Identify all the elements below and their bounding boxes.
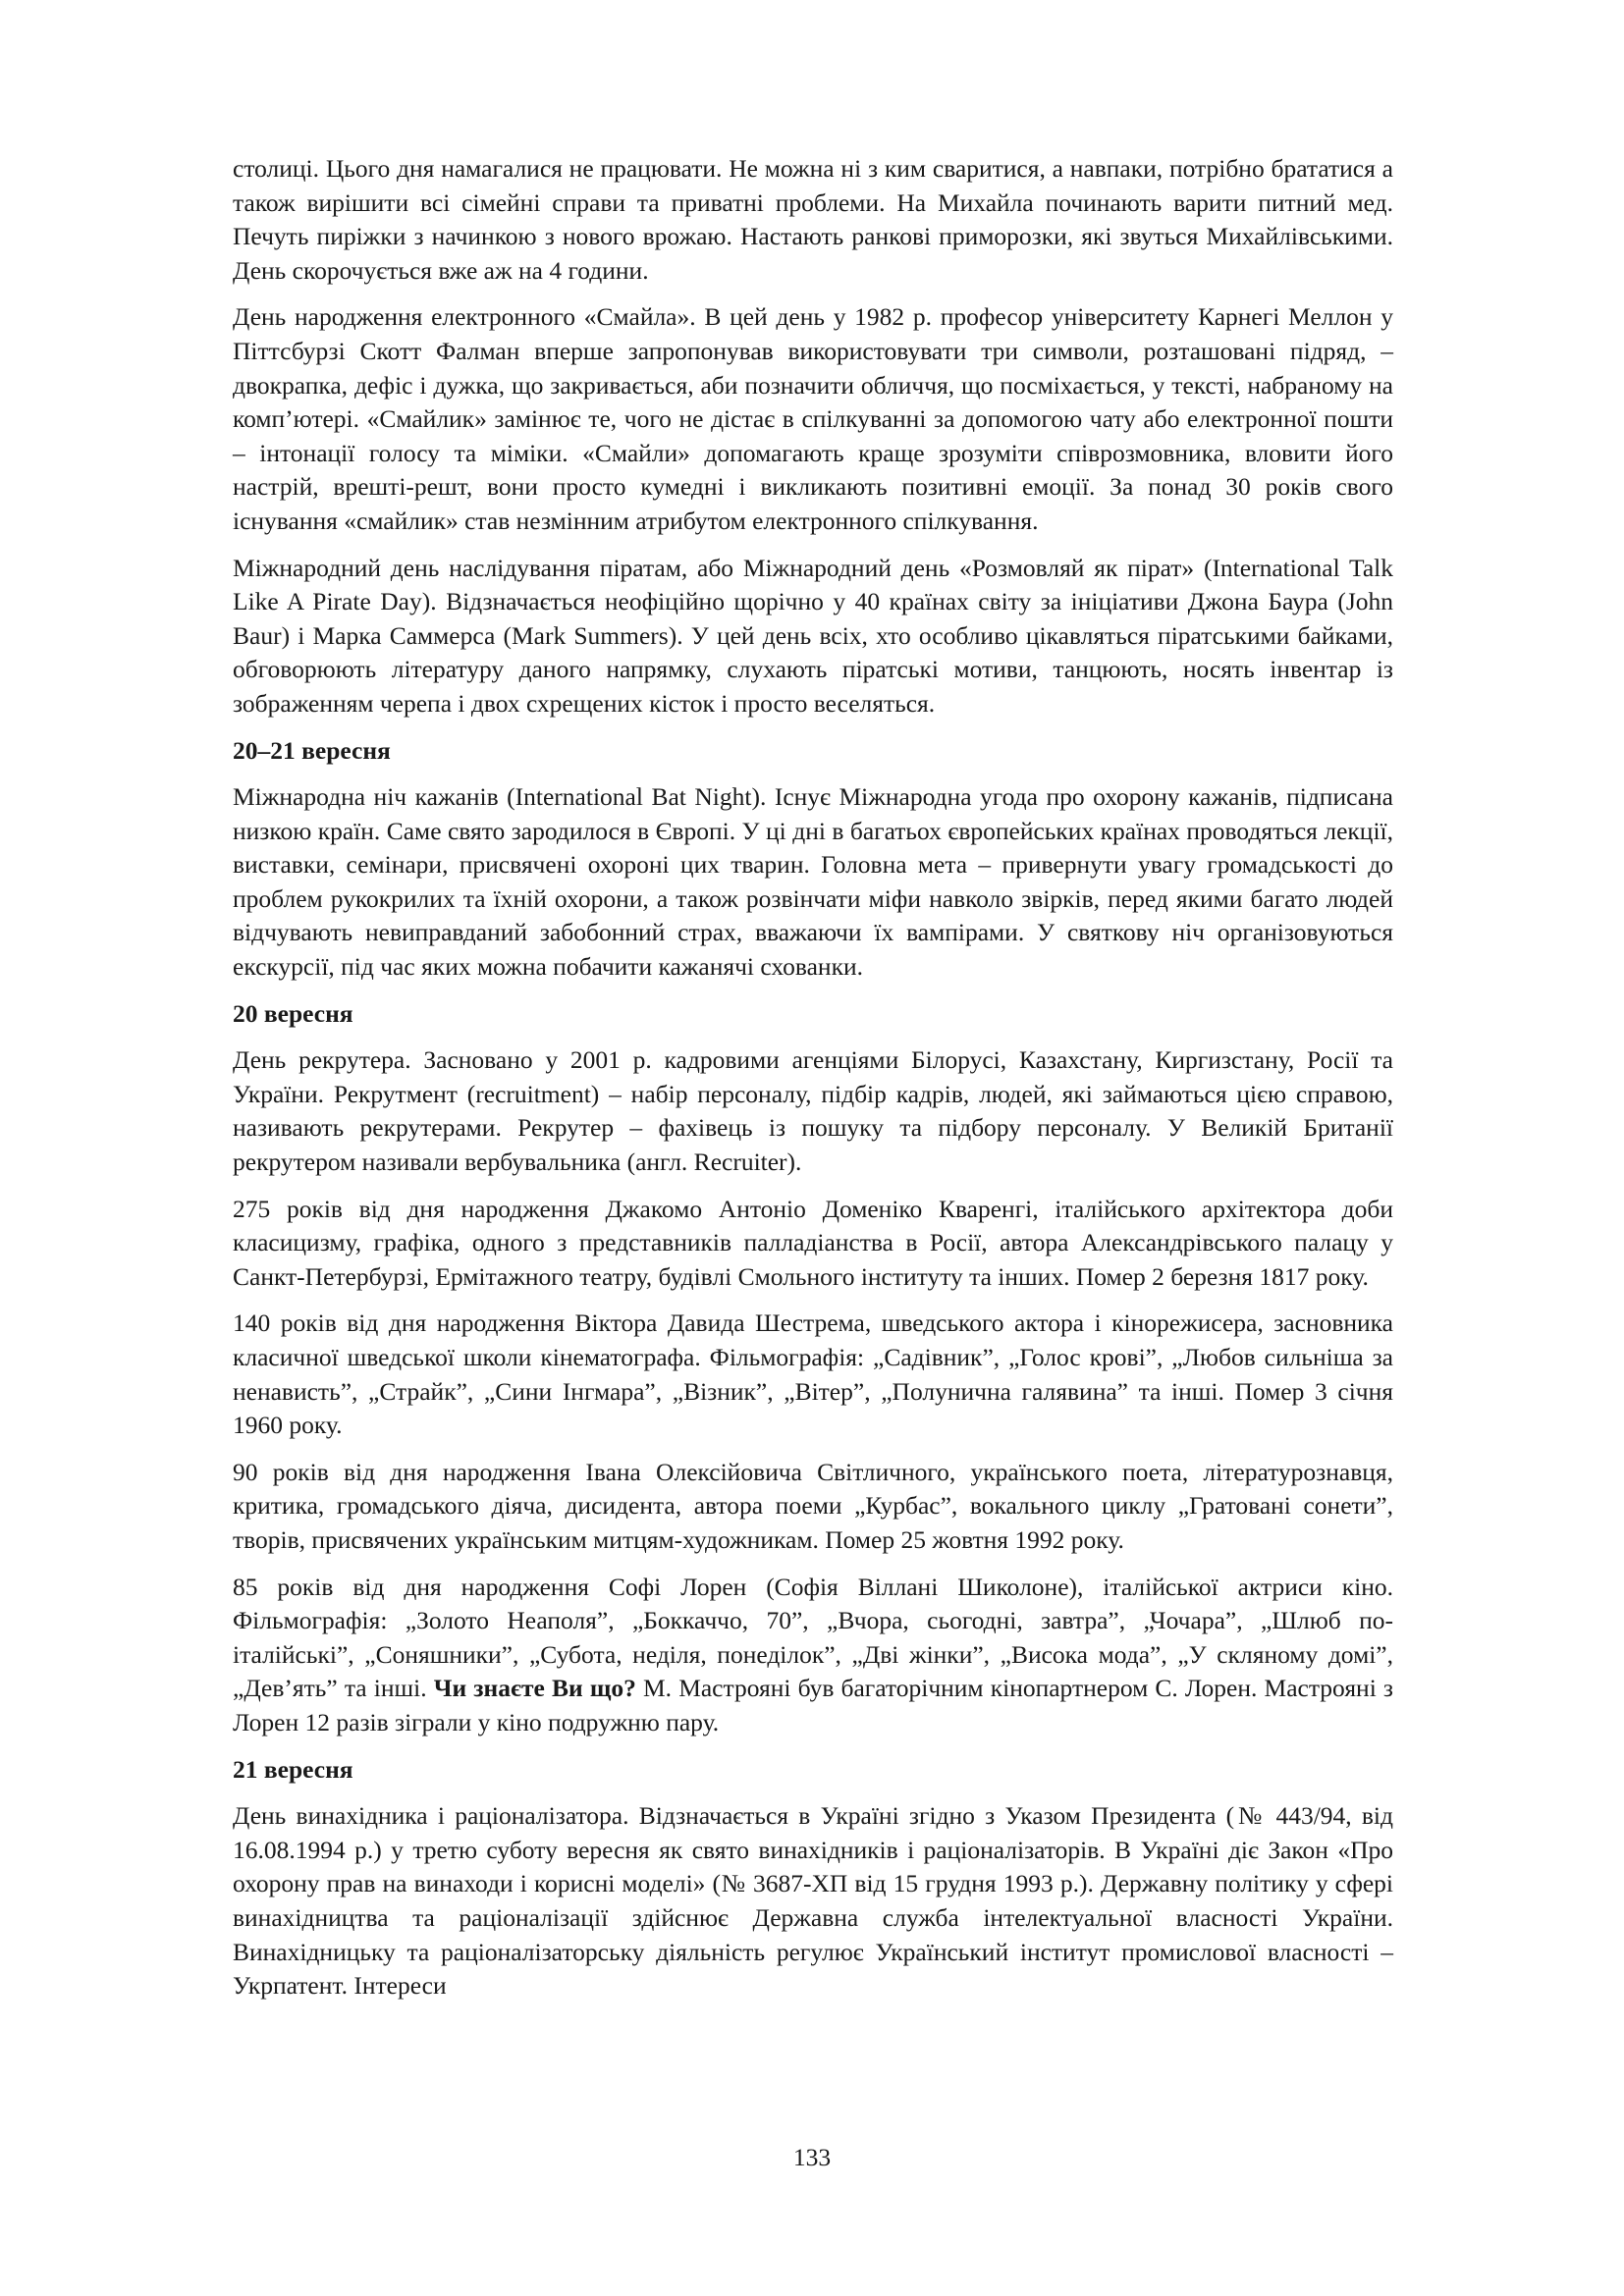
date-heading-20-september: 20 вересня [233,998,353,1028]
page-number: 133 [792,2143,832,2171]
paragraph-inventor-day: День винахідника і раціоналізатора. Відзначається в Україні згідно з Указом Президента (№ 443/94, від 16.08.1994 р.) у третю суботу вересня як свято винахідників і раціоналізаторів. В Україні діє Закон «Про охорону прав на винаходи і корисні моделі» (№ 3687-ХП від 15 грудня 1993 р.). Державну політику у сфері винахідництва та раціоналізації здійснює Державна служба інтелектуальної власності України. Винахідницьку та раціоналізаторську діяльність регулює Український інститут промислової власності – Укрпатент. Інтереси [233,1801,1393,2001]
loren-text-before: 85 років від дня народження Софі Лорен (Софія Віллані Шиколоне), італійської актриси кіно. Фільмографія: „Золото Неаполя”, „Боккаччо, 70”, „Вчора, сьогодні, завтра”, „Чочара”, „Шлюб по-італійські”, „Соняшники”, „Субота, неділя, понеділок”, „Дві жінки”, „Висока мода”, „У скляному домі”, „Дев’ять” та інші. [233,1572,1393,1703]
date-heading-21-september: 21 вересня [233,1754,353,1784]
page-content [233,152,1393,2016]
paragraph-svitlychnyi: 90 років від дня народження Івана Олексійовича Світличного, українського поета, літературознавця, критика, громадського діяча, дисидента, автора поеми „Курбас”, вокального циклу „Гратовані сонети”, творів, присвячених українським митцям-художникам. Помер 25 жовтня 1992 року. [233,1457,1393,1554]
paragraph-bat-night: Міжнародна ніч кажанів (International Bat Night). Існує Міжнародна угода про охорону кажанів, підписана низкою країн. Саме свято зародилося в Європі. У ці дні в багатьох європейських країнах проводяться лекції, виставки, семінари, присвячені охороні цих тварин. Головна мета – привернути увагу громадськості до проблем рукокрилих та їхній охорони, а також розвінчати міфи навколо звірків, перед якими багато людей відчувають невиправданий забобонний страх, вважаючи їх вампірами. У святкову ніч організовуються екскурсії, під час яких можна побачити кажанячі схованки. [233,782,1393,982]
loren-text-after: М. Мастрояні був багаторічним кінопартнером С. Лорен. Мастрояні з Лорен 12 разів зіграли у кіно подружню пару. [233,1674,1393,1736]
paragraph-mykhaila-traditions: столиці. Цього дня намагалися не працювати. Не можна ні з ким сваритися, а навпаки, потрібно брататися а також вирішити всі сімейні справи та приватні проблеми. На Михайла починають варити питний мед. Печуть пиріжки з начинкою з нового врожаю. Настають ранкові приморозки, які звуться Михайлівськими. День скорочується вже аж на 4 години. [233,154,1393,285]
paragraph-sjostrom: 140 років від дня народження Віктора Давида Шестрема, шведського актора і кінорежисера, засновника класичної шведської школи кінематографа. Фільмографія: „Садівник”, „Голос крові”, „Любов сильніша за ненависть”, „Страйк”, „Сини Інгмара”, „Візник”, „Вітер”, „Полунична галявина” та інші. Помер 3 січня 1960 року. [233,1308,1393,1440]
paragraph-recruiter-day: День рекрутера. Засновано у 2001 р. кадровими агенціями Білорусі, Казахстану, Киргизстану, Росії та України. Рекрутмент (recruitment) – набір персоналу, підбір кадрів, людей, які займаються цією справою, називають рекрутерами. Рекрутер – фахівець із пошуку та підбору персоналу. У Великій Британії рекрутером називали вербувальника (англ. Recruiter). [233,1045,1393,1177]
date-heading-20-21-september: 20–21 вересня [233,735,391,765]
paragraph-smiley-birthday: День народження електронного «Смайла». В цей день у 1982 р. професор університету Карнегі Меллон у Піттсбурзі Скотт Фалман вперше запропонував використовувати три символи, розташовані підряд, – двокрапка, дефіс і дужка, що закривається, аби позначити обличчя, що посміхається, у тексті, набраному на комп’ютері. «Смайлик» замінює те, чого не дістає в спілкуванні за допомогою чату або електронної пошти – інтонації голосу та міміки. «Смайли» допомагають краще зрозуміти співрозмовника, вловити його настрій, врешті-решт, вони просто кумедні і викликають позитивні емоції. За понад 30 років свого існування «смайлик» став незмінним атрибутом електронного спілкування. [233,302,1393,535]
paragraph-talk-like-pirate-day: Міжнародний день наслідування піратам, або Міжнародний день «Розмовляй як пірат» (International Talk Like A Pirate Day). Відзначається неофіційно щорічно у 40 країнах світу за ініціативи Джона Баура (John Baur) і Марка Саммерса (Mark Summers). У цей день всіх, хто особливо цікавляться піратськими байками, обговорюють літературу даного напрямку, слухають піратські мотиви, танцюють, носять інвентар із зображенням черепа і двох схрещених кісток і просто веселяться. [233,553,1393,718]
paragraph-quarenghi: 275 років від дня народження Джакомо Антоніо Доменіко Кваренгі, італійського архітектора доби класицизму, графіка, одного з представників палладіанства в Росії, автора Александрівського палацу у Санкт-Петербурзі, Ермітажного театру, будівлі Смольного інституту та інших. Помер 2 березня 1817 року. [233,1194,1393,1291]
paragraph-sophia-loren [233,1571,1393,1740]
did-you-know-label: Чи знаєте Ви що? [433,1674,636,1703]
